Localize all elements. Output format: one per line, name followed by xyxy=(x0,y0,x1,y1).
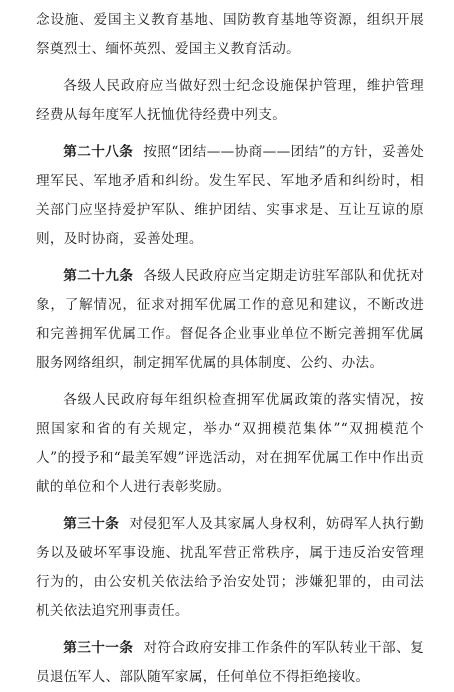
article-number: 第二十八条 xyxy=(63,144,134,160)
paragraph-text: 各级人民政府每年组织检查拥军优属政策的落实情况，按照国家和省的有关规定，举办“双拥模范集体”“双拥模范个人”的授予和“最美军嫂”评选活动，对在拥军优属工作中作出贡献的单位和个人进行表彰奖励。 xyxy=(36,392,424,495)
article-text: 各级人民政府应当定期走访驻军部队和优抚对象，了解情况，征求对拥军优属工作的意见和建议，不断改进和完善拥军优属工作。督促各企业事业单位不断完善拥军优属服务网络组织，制定拥军优属的具体制度、公约、办法。 xyxy=(36,268,425,371)
article-text: 对侵犯军人及其家属人身权利，妨碍军人执行勤务以及破坏军事设施、扰乱军营正常秩序，属于违反治安管理行为的，由公安机关依法给予治安处罚；涉嫌犯罪的，由司法机关依法追究刑事责任。 xyxy=(36,516,424,619)
article-text: 按照“团结——协商——团结”的方针，妥善处理军民、军地矛盾和纠纷。发生军民、军地矛盾和纠纷时，相关部门应坚持爱护军队、维护团结、实事求是、互让互谅的原则，及时协商，妥善处理。 xyxy=(36,144,424,247)
article-text: 对符合政府安排工作条件的军队转业干部、复员退伍军人、部队随军家属，任何单位不得拒绝接收。 xyxy=(36,640,425,685)
article-31 xyxy=(36,634,424,692)
article-30 xyxy=(36,510,424,626)
paragraph-text: 念设施、爱国主义教育基地、国防教育基地等资源，组织开展祭奠烈士、缅怀英烈、爱国主义教育活动。 xyxy=(36,12,424,57)
article-number: 第三十一条 xyxy=(63,640,134,656)
article-29 xyxy=(36,262,424,378)
article-29-paragraph-2 xyxy=(36,386,424,502)
paragraph-memorial-funding xyxy=(36,72,424,130)
paragraph-text: 各级人民政府应当做好烈士纪念设施保护管理，维护管理经费从每年度军人抚恤优待经费中列支。 xyxy=(36,78,424,123)
article-number: 第三十条 xyxy=(63,516,120,532)
paragraph-continued xyxy=(36,6,424,64)
article-28 xyxy=(36,138,424,254)
article-number: 第二十九条 xyxy=(63,268,134,284)
